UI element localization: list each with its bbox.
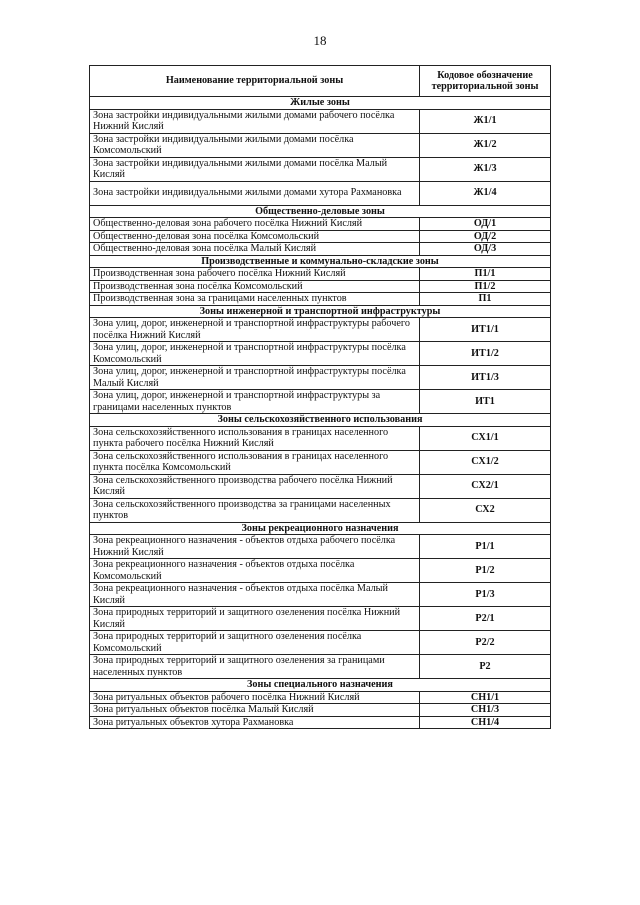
table-row xyxy=(90,268,551,281)
table-row xyxy=(90,230,551,243)
table-row xyxy=(90,704,551,717)
zone-code: ОД/2 xyxy=(420,230,551,243)
table-row xyxy=(90,109,551,133)
table-row xyxy=(90,474,551,498)
zone-name: Зона сельскохозяйственного использования в границах населенного пункта посёлка Комсомольский xyxy=(90,450,420,474)
zone-name: Зона сельскохозяйственного производства за границами населенных пунктов xyxy=(90,498,420,522)
zone-name: Зона ритуальных объектов посёлка Малый Кисляй xyxy=(90,704,420,717)
zone-code: Р1/3 xyxy=(420,583,551,607)
section-title: Зоны рекреационного назначения xyxy=(90,522,551,535)
zone-name: Зона ритуальных объектов рабочего посёлка Нижний Кисляй xyxy=(90,691,420,704)
table-row xyxy=(90,390,551,414)
zone-code: ИТ1/3 xyxy=(420,366,551,390)
zone-code: СХ2 xyxy=(420,498,551,522)
zone-name: Производственная зона посёлка Комсомольский xyxy=(90,280,420,293)
section-row xyxy=(90,522,551,535)
zone-code: Р1/1 xyxy=(420,535,551,559)
zone-code: ОД/1 xyxy=(420,218,551,231)
section-row xyxy=(90,255,551,268)
zone-code: СН1/1 xyxy=(420,691,551,704)
zone-name: Зона природных территорий и защитного озеленения посёлка Нижний Кисляй xyxy=(90,607,420,631)
zone-name: Зона застройки индивидуальными жилыми домами хутора Рахмановка xyxy=(90,181,420,205)
zone-code: Р2/1 xyxy=(420,607,551,631)
zones-table xyxy=(89,65,551,729)
table-row xyxy=(90,157,551,181)
zone-code: Ж1/3 xyxy=(420,157,551,181)
section-row xyxy=(90,305,551,318)
table-row xyxy=(90,243,551,256)
zone-code: П1/2 xyxy=(420,280,551,293)
section-row xyxy=(90,205,551,218)
section-title: Производственные и коммунально-складские зоны xyxy=(90,255,551,268)
zone-name: Общественно-деловая зона посёлка Малый Кисляй xyxy=(90,243,420,256)
zone-code: СХ2/1 xyxy=(420,474,551,498)
section-title: Зоны сельскохозяйственного использования xyxy=(90,414,551,427)
zone-name: Зона ритуальных объектов хутора Рахмановка xyxy=(90,716,420,729)
zone-code: ИТ1 xyxy=(420,390,551,414)
zones-table-body xyxy=(90,97,551,729)
table-row xyxy=(90,535,551,559)
zone-code: Р2 xyxy=(420,655,551,679)
zone-code: Р2/2 xyxy=(420,631,551,655)
table-row xyxy=(90,716,551,729)
section-title: Зоны инженерной и транспортной инфраструктуры xyxy=(90,305,551,318)
zone-name: Производственная зона рабочего посёлка Нижний Кисляй xyxy=(90,268,420,281)
zone-name: Зона застройки индивидуальными жилыми домами посёлка Малый Кисляй xyxy=(90,157,420,181)
zone-name: Зона сельскохозяйственного производства рабочего посёлка Нижний Кисляй xyxy=(90,474,420,498)
zone-name: Зона сельскохозяйственного использования в границах населенного пункта рабочего посёлка Нижний Кисляй xyxy=(90,426,420,450)
zone-code: СН1/3 xyxy=(420,704,551,717)
zone-code: Р1/2 xyxy=(420,559,551,583)
zone-code: ОД/3 xyxy=(420,243,551,256)
section-row xyxy=(90,414,551,427)
zone-name: Зона рекреационного назначения - объектов отдыха рабочего посёлка Нижний Кисляй xyxy=(90,535,420,559)
table-row xyxy=(90,559,551,583)
table-row xyxy=(90,631,551,655)
zone-code: Ж1/1 xyxy=(420,109,551,133)
table-row xyxy=(90,583,551,607)
zone-code: П1/1 xyxy=(420,268,551,281)
table-row xyxy=(90,181,551,205)
table-row xyxy=(90,498,551,522)
table-row xyxy=(90,133,551,157)
zone-code: Ж1/2 xyxy=(420,133,551,157)
section-title: Зоны специального назначения xyxy=(90,679,551,692)
zone-name: Общественно-деловая зона посёлка Комсомольский xyxy=(90,230,420,243)
table-row xyxy=(90,318,551,342)
section-title: Жилые зоны xyxy=(90,97,551,110)
table-row xyxy=(90,280,551,293)
zone-code: Ж1/4 xyxy=(420,181,551,205)
table-row xyxy=(90,218,551,231)
zone-name: Зона застройки индивидуальными жилыми домами посёлка Комсомольский xyxy=(90,133,420,157)
zone-code: ИТ1/1 xyxy=(420,318,551,342)
header-name: Наименование территориальной зоны xyxy=(90,66,420,97)
section-row xyxy=(90,97,551,110)
zone-code: П1 xyxy=(420,293,551,306)
zone-name: Общественно-деловая зона рабочего посёлка Нижний Кисляй xyxy=(90,218,420,231)
page-number: 18 xyxy=(313,33,327,48)
zone-code: ИТ1/2 xyxy=(420,342,551,366)
table-header-row xyxy=(90,66,551,97)
zone-name: Зона улиц, дорог, инженерной и транспортной инфраструктуры посёлка Малый Кисляй xyxy=(90,366,420,390)
section-title: Общественно-деловые зоны xyxy=(90,205,551,218)
section-row xyxy=(90,679,551,692)
zone-name: Зона улиц, дорог, инженерной и транспортной инфраструктуры за границами населенных пунктов xyxy=(90,390,420,414)
table-row xyxy=(90,426,551,450)
table-row xyxy=(90,450,551,474)
table-row xyxy=(90,366,551,390)
table-row xyxy=(90,342,551,366)
zone-name: Зона улиц, дорог, инженерной и транспортной инфраструктуры рабочего посёлка Нижний Кисляй xyxy=(90,318,420,342)
table-row xyxy=(90,293,551,306)
zone-code: СН1/4 xyxy=(420,716,551,729)
zone-name: Зона природных территорий и защитного озеленения посёлка Комсомольский xyxy=(90,631,420,655)
table-row xyxy=(90,691,551,704)
zone-name: Зона улиц, дорог, инженерной и транспортной инфраструктуры посёлка Комсомольский xyxy=(90,342,420,366)
table-row xyxy=(90,607,551,631)
zone-name: Зона рекреационного назначения - объектов отдыха посёлка Комсомольский xyxy=(90,559,420,583)
zone-name: Зона застройки индивидуальными жилыми домами рабочего посёлка Нижний Кисляй xyxy=(90,109,420,133)
zone-name: Производственная зона за границами населенных пунктов xyxy=(90,293,420,306)
zone-code: СХ1/2 xyxy=(420,450,551,474)
header-code: Кодовое обозначение территориальной зоны xyxy=(420,66,551,97)
table-row xyxy=(90,655,551,679)
zone-code: СХ1/1 xyxy=(420,426,551,450)
zone-name: Зона природных территорий и защитного озеленения за границами населенных пунктов xyxy=(90,655,420,679)
zone-name: Зона рекреационного назначения - объектов отдыха посёлка Малый Кисляй xyxy=(90,583,420,607)
